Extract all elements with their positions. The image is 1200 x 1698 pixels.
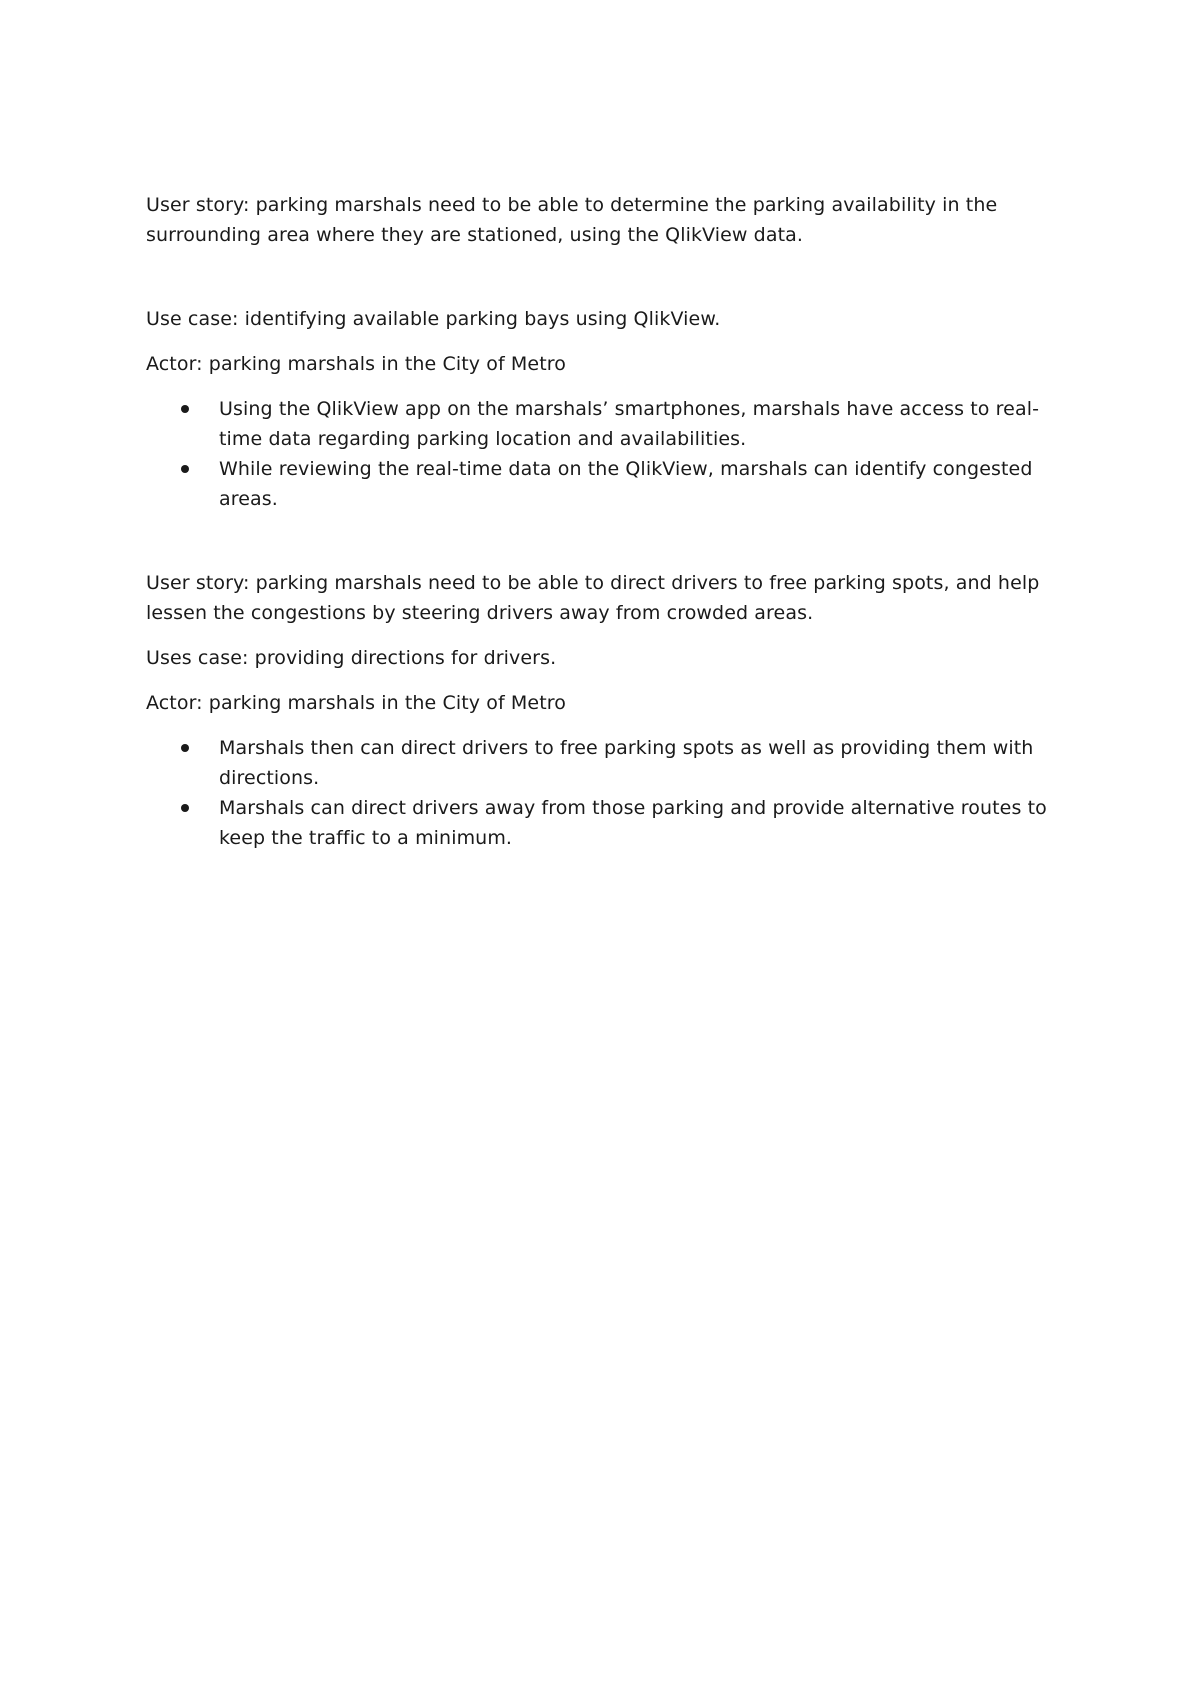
list-item [146,394,1066,454]
spacer [146,379,1066,394]
list-item-text: Marshals then can direct drivers to free parking spots as well as providing them with directions. [219,737,1034,789]
spacer [146,514,1066,568]
spacer [146,673,1066,688]
list-item [146,733,1066,793]
document-body [146,190,1066,853]
bullet-icon [181,804,189,812]
actor-2: Actor: parking marshals in the City of Metro [146,692,566,714]
list-item-text: While reviewing the real-time data on the QlikView, marshals can identify congested areas. [219,458,1033,510]
bullet-icon [181,465,189,473]
bullet-icon [181,744,189,752]
spacer [146,250,1066,304]
spacer [146,718,1066,733]
user-story-2: User story: parking marshals need to be able to direct drivers to free parking spots, and help lessen the congestions by steering drivers away from crowded areas. [146,572,1040,624]
list-item [146,793,1066,853]
bullet-icon [181,405,189,413]
spacer [146,334,1066,349]
spacer [146,628,1066,643]
use-case-2: Uses case: providing directions for drivers. [146,647,557,669]
list-item [146,454,1066,514]
actor-1: Actor: parking marshals in the City of Metro [146,353,566,375]
list-item-text: Marshals can direct drivers away from those parking and provide alternative routes to keep the traffic to a minimum. [219,797,1047,849]
list-item-text: Using the QlikView app on the marshals’ smartphones, marshals have access to real-time data regarding parking location and availabilities. [219,398,1040,450]
bullet-list-2 [146,733,1066,853]
bullet-list-1 [146,394,1066,514]
user-story-1: User story: parking marshals need to be able to determine the parking availability in the surrounding area where they are stationed, using the QlikView data. [146,194,998,246]
use-case-1: Use case: identifying available parking bays using QlikView. [146,308,721,330]
